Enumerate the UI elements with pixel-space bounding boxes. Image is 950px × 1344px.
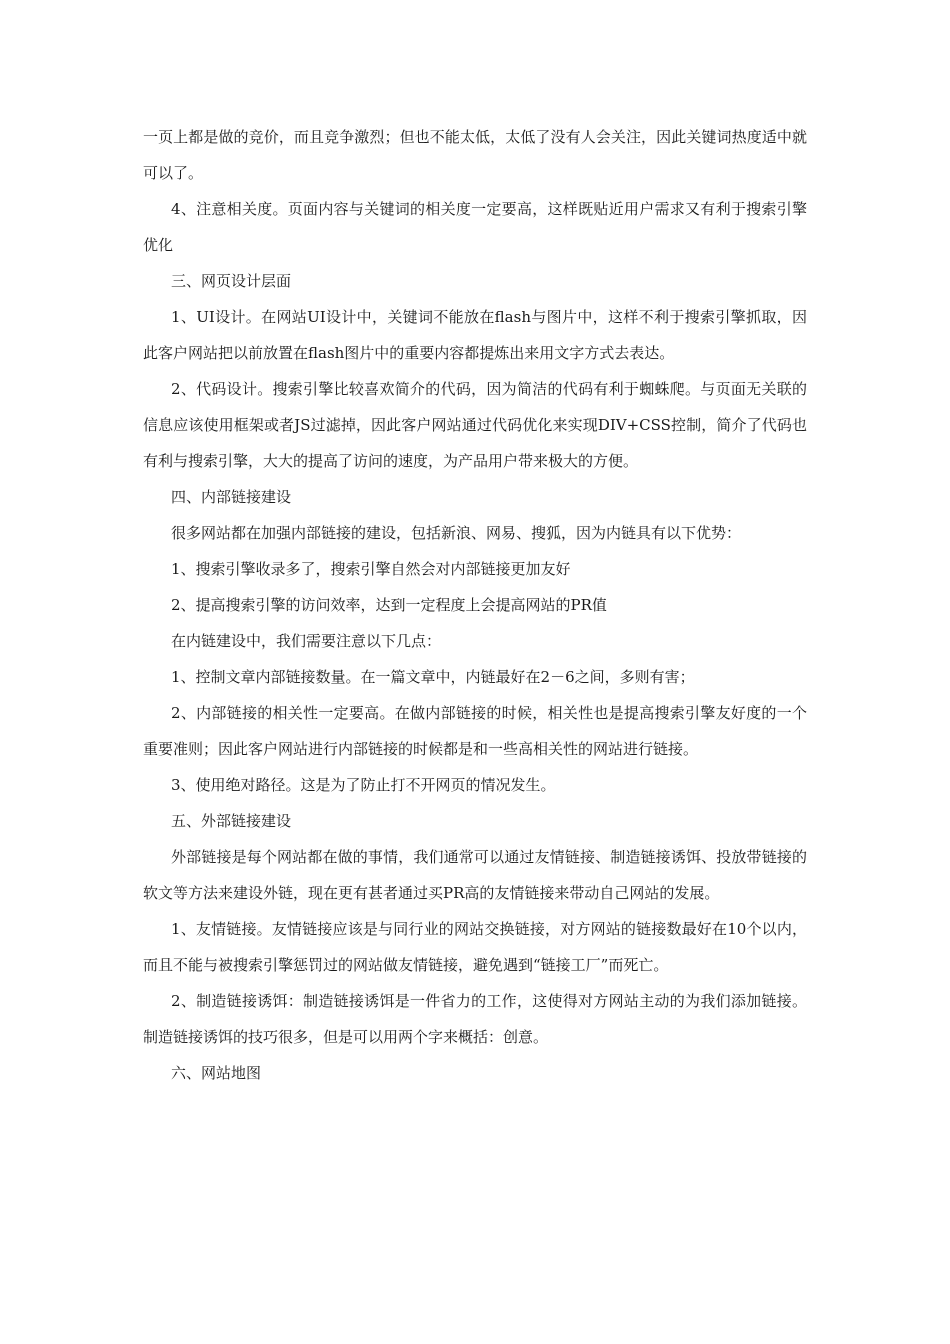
section-heading: 六、网站地图 [171, 1064, 262, 1082]
paragraph: 2、制造链接诱饵：制造链接诱饵是一件省力的工作，这使得对方网站主动的为我们添加链接。制造链接诱饵的技巧很多，但是可以用两个字来概括：创意。 [143, 992, 807, 1046]
paragraph: 外部链接是每个网站都在做的事情，我们通常可以通过友情链接、制造链接诱饵、投放带链接的软文等方法来建设外链，现在更有甚者通过买PR高的友情链接来带动自己网站的发展。 [143, 848, 807, 902]
section-heading: 三、网页设计层面 [171, 272, 292, 290]
paragraph: 1、友情链接。友情链接应该是与同行业的网站交换链接，对方网站的链接数最好在10个以内，而且不能与被搜索引擎惩罚过的网站做友情链接，避免遇到“链接工厂”而死亡。 [143, 920, 807, 974]
paragraph: 1、搜索引擎收录多了，搜索引擎自然会对内部链接更加友好 [171, 560, 571, 578]
paragraph: 2、代码设计。搜索引擎比较喜欢简介的代码，因为简洁的代码有利于蜘蛛爬。与页面无关联的信息应该使用框架或者JS过滤掉，因此客户网站通过代码优化来实现DIV+CSS控制，简介了代码也有利与搜索引擎，大大的提高了访问的速度，为产品用户带来极大的方便。 [143, 380, 807, 470]
paragraph: 4、注意相关度。页面内容与关键词的相关度一定要高，这样既贴近用户需求又有利于搜索引擎优化 [143, 200, 807, 254]
paragraph: 2、内部链接的相关性一定要高。在做内部链接的时候，相关性也是提高搜索引擎友好度的一个重要准则；因此客户网站进行内部链接的时候都是和一些高相关性的网站进行链接。 [143, 704, 807, 758]
section-heading: 四、内部链接建设 [171, 488, 292, 506]
paragraph: 3、使用绝对路径。这是为了防止打不开网页的情况发生。 [171, 776, 556, 794]
paragraph: 2、提高搜索引擎的访问效率，达到一定程度上会提高网站的PR值 [171, 596, 607, 614]
section-heading: 五、外部链接建设 [171, 812, 292, 830]
document-body [143, 119, 807, 1091]
paragraph: 在内链建设中，我们需要注意以下几点： [171, 632, 442, 650]
paragraph: 1、UI设计。在网站UI设计中，关键词不能放在flash与图片中，这样不利于搜索引擎抓取，因此客户网站把以前放置在flash图片中的重要内容都提炼出来用文字方式去表达。 [143, 308, 807, 362]
paragraph: 很多网站都在加强内部链接的建设，包括新浪、网易、搜狐，因为内链具有以下优势： [171, 524, 742, 542]
paragraph: 一页上都是做的竞价，而且竞争激烈；但也不能太低，太低了没有人会关注，因此关键词热度适中就可以了。 [143, 128, 807, 182]
paragraph: 1、控制文章内部链接数量。在一篇文章中，内链最好在2－6之间，多则有害； [171, 668, 695, 686]
